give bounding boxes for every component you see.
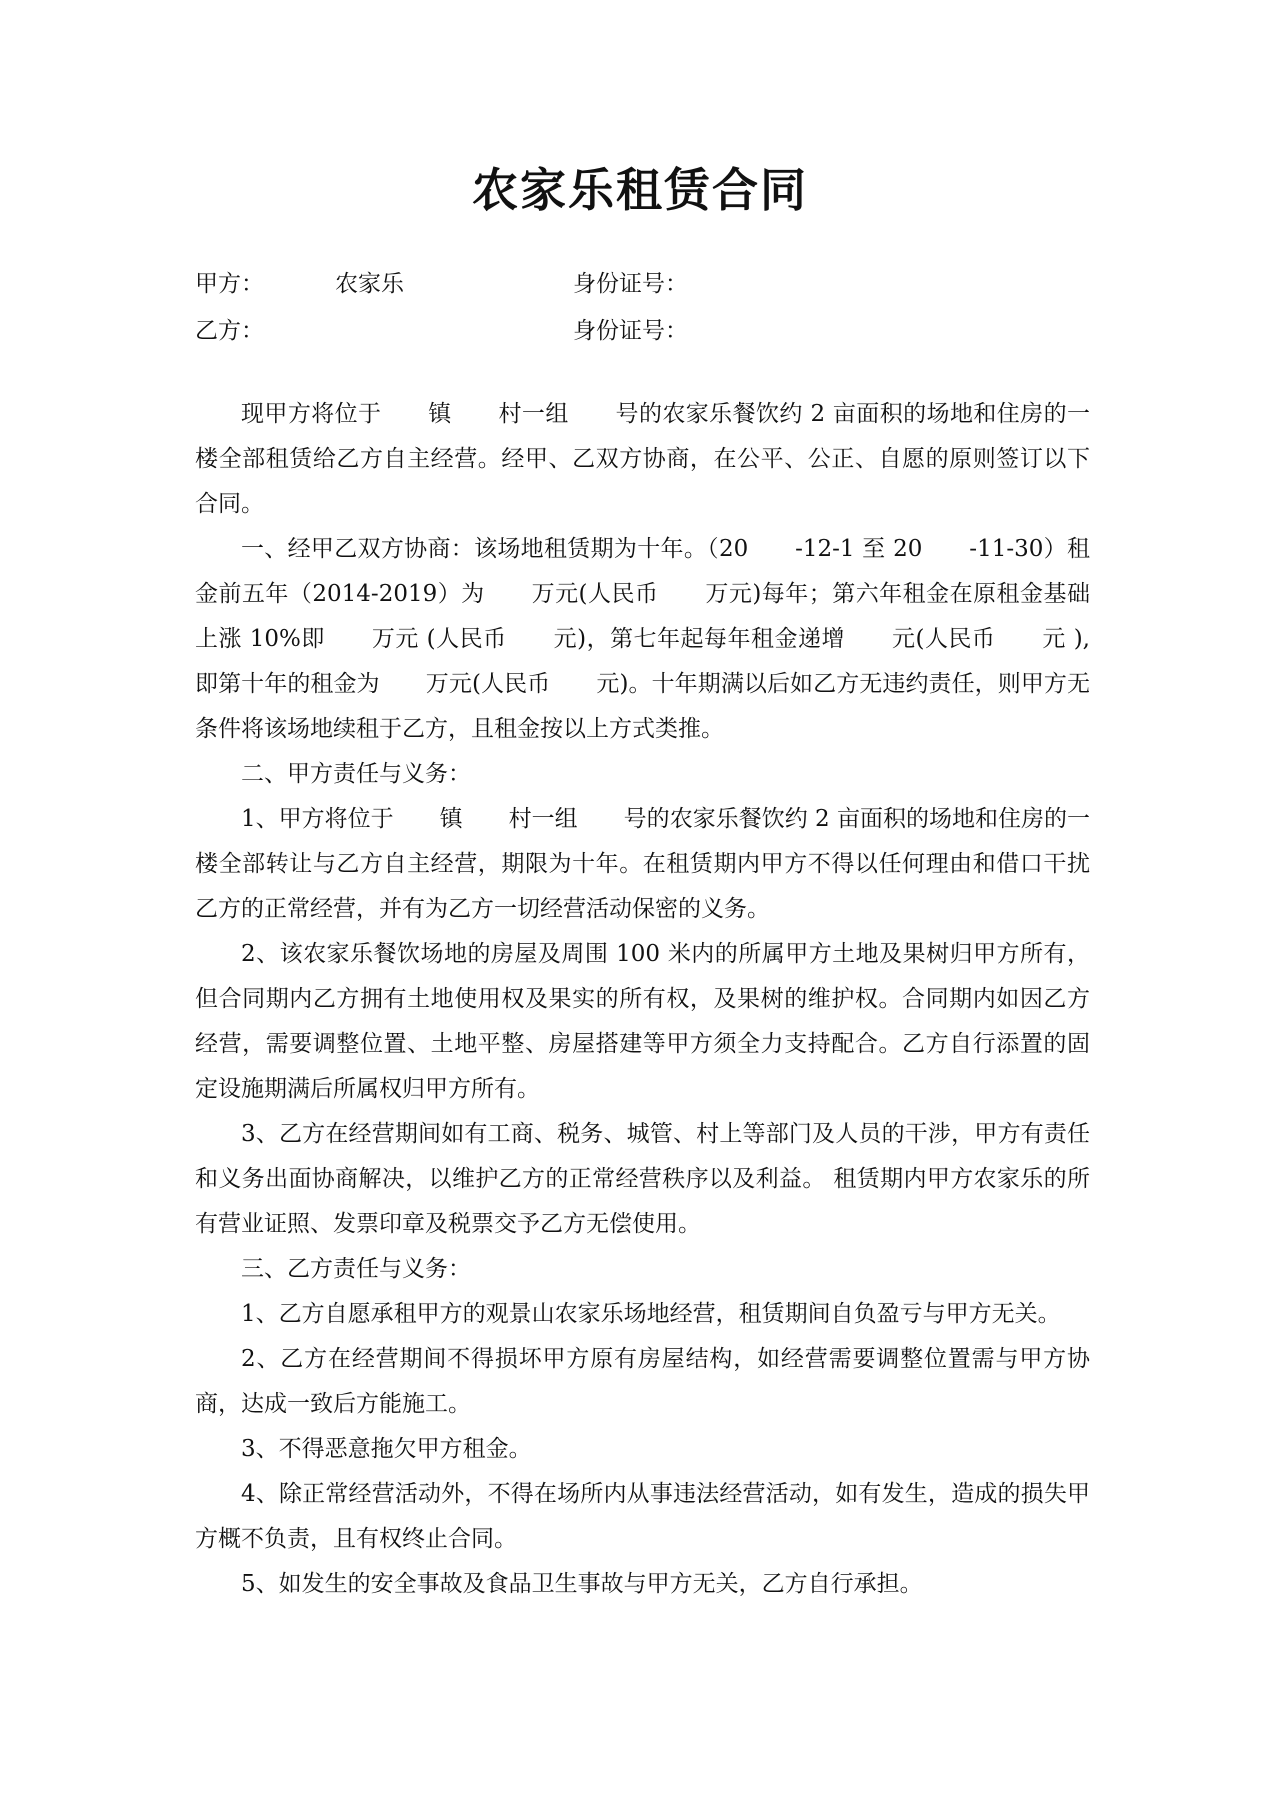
section-3-item-5: 5、如发生的安全事故及食品卫生事故与甲方无关，乙方自行承担。 [241,1571,923,1597]
clause-1-lease-term: 一、经甲乙双方协商：该场地租赁期为十年。（20 -12-1 至 20 -11-30）租金前五年（2014-2019）为 万元(人民币 万元)每年；第六年租金在原租金基础上涨 10%即 万元 (人民币 元)，第七年起每年租金递增 元(人民币 元 ),即第十年的租金为 万元(人民币 元)。十年期满以后如乙方无违约责任，则甲方无条件将该场地续租于乙方，且租金按以上方式类推。 [195,536,1090,742]
contract-body [195,392,1090,1607]
section-3-item-4: 4、除正常经营活动外，不得在场所内从事违法经营活动，如有发生，造成的损失甲方概不负责，且有权终止合同。 [195,1481,1090,1552]
party-a-label: 甲方： [195,271,264,297]
section-3-item-3: 3、不得恶意拖欠甲方租金。 [241,1436,532,1462]
party-b-id-label: 身份证号： [573,318,688,344]
party-a-row [195,262,1115,306]
section-2-item-2: 2、该农家乐餐饮场地的房屋及周围 100 米内的所属甲方土地及果树归甲方所有，但合同期内乙方拥有土地使用权及果实的所有权，及果树的维护权。合同期内如因乙方经营，需要调整位置、土地平整、房屋搭建等甲方须全力支持配合。乙方自行添置的固定设施期满后所属权归甲方所有。 [195,941,1090,1102]
party-a-id-label: 身份证号： [573,271,688,297]
party-a-name: 农家乐 [335,271,404,297]
party-b-row [195,309,1115,353]
section-2-heading: 二、甲方责任与义务： [241,761,471,787]
section-3-item-1: 1、乙方自愿承租甲方的观景山农家乐场地经营，租赁期间自负盈亏与甲方无关。 [241,1301,1061,1327]
section-2-item-3: 3、乙方在经营期间如有工商、税务、城管、村上等部门及人员的干涉，甲方有责任和义务出面协商解决，以维护乙方的正常经营秩序以及利益。 租赁期内甲方农家乐的所有营业证照、发票印章及税票交予乙方无偿使用。 [195,1121,1090,1237]
section-3-item-2: 2、乙方在经营期间不得损坏甲方原有房屋结构，如经营需要调整位置需与甲方协商，达成一致后方能施工。 [195,1346,1090,1417]
section-2-item-1: 1、甲方将位于 镇 村一组 号的农家乐餐饮约 2 亩面积的场地和住房的一楼全部转让与乙方自主经营，期限为十年。在租赁期内甲方不得以任何理由和借口干扰乙方的正常经营，并有为乙方一切经营活动保密的义务。 [195,806,1090,922]
document-title: 农家乐租赁合同 [472,163,808,217]
party-b-label: 乙方： [195,318,264,344]
section-3-heading: 三、乙方责任与义务： [241,1256,471,1282]
intro-paragraph: 现甲方将位于 镇 村一组 号的农家乐餐饮约 2 亩面积的场地和住房的一楼全部租赁给乙方自主经营。经甲、乙双方协商，在公平、公正、自愿的原则签订以下合同。 [195,401,1090,517]
